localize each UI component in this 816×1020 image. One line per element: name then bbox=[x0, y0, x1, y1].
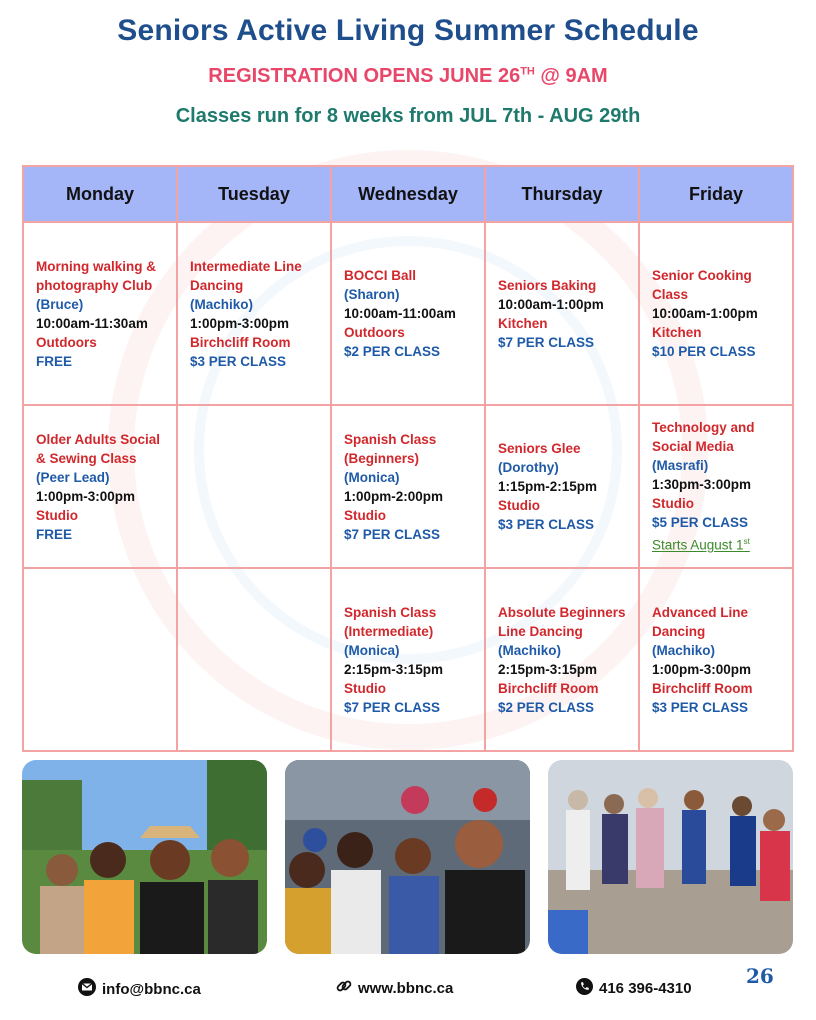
class-price: $7 PER CLASS bbox=[344, 699, 441, 715]
phone-text: 416 396-4310 bbox=[599, 980, 692, 997]
class-cell bbox=[639, 222, 793, 405]
email-icon bbox=[78, 978, 96, 1000]
photo-illustration bbox=[285, 760, 530, 954]
class-name: Absolute Beginners Line Dancing bbox=[498, 604, 626, 639]
class-instructor: (Machiko) bbox=[190, 296, 254, 312]
class-location: Studio bbox=[36, 507, 78, 523]
class-price: $3 PER CLASS bbox=[498, 517, 595, 532]
class-cell bbox=[639, 405, 793, 568]
class-location: Outdoors bbox=[344, 325, 405, 340]
class-name: BOCCI Ball bbox=[344, 268, 417, 283]
line-dancing-photo bbox=[548, 760, 793, 954]
class-price: $3 PER CLASS bbox=[190, 353, 287, 369]
group-selfie-outdoors-photo bbox=[22, 760, 267, 954]
table-row bbox=[23, 405, 793, 568]
photo-illustration bbox=[22, 760, 267, 954]
class-instructor: (Machiko) bbox=[498, 642, 562, 658]
table-row bbox=[23, 568, 793, 751]
class-name: Spanish Class (Intermediate) bbox=[344, 604, 437, 639]
class-name: Intermediate Line Dancing bbox=[190, 258, 302, 293]
class-name: Advanced Line Dancing bbox=[652, 604, 749, 639]
class-price: FREE bbox=[36, 526, 73, 542]
registration-notice bbox=[0, 65, 816, 88]
class-time: 1:00pm-3:00pm bbox=[652, 661, 752, 677]
class-location: Studio bbox=[344, 507, 386, 523]
class-time: 1:00pm-3:00pm bbox=[190, 315, 290, 331]
class-name: Morning walking & photography Club bbox=[36, 258, 156, 293]
class-price: $5 PER CLASS bbox=[652, 515, 749, 531]
registration-text: REGISTRATION OPENS JUNE 26 bbox=[208, 65, 521, 87]
class-location: Birchcliff Room bbox=[652, 680, 753, 696]
start-date-link[interactable] bbox=[652, 532, 782, 555]
class-price: $2 PER CLASS bbox=[344, 344, 441, 359]
class-name: Seniors Glee bbox=[498, 441, 581, 456]
class-time: 1:00pm-3:00pm bbox=[36, 488, 136, 504]
photo-illustration bbox=[548, 760, 793, 954]
footer-email[interactable] bbox=[78, 978, 201, 1000]
link-icon bbox=[336, 978, 352, 998]
class-location: Studio bbox=[652, 496, 694, 512]
table-row bbox=[23, 222, 793, 405]
page-title: Seniors Active Living Summer Schedule bbox=[117, 14, 699, 47]
group-with-hats-photo bbox=[285, 760, 530, 954]
day-header-monday: Monday bbox=[23, 166, 177, 222]
class-price: $7 PER CLASS bbox=[344, 526, 441, 542]
website-text: www.bbnc.ca bbox=[358, 979, 454, 997]
class-time: 10:00am-11:30am bbox=[36, 315, 148, 331]
class-cell bbox=[177, 222, 331, 405]
class-instructor: (Monica) bbox=[344, 469, 400, 485]
class-time: 10:00am-1:00pm bbox=[652, 306, 758, 321]
class-cell bbox=[331, 222, 485, 405]
class-name: Older Adults Social & Sewing Class bbox=[36, 431, 161, 466]
start-date-text: Starts August 1 bbox=[652, 537, 744, 553]
class-cell bbox=[23, 222, 177, 405]
page-number: 26 bbox=[746, 964, 774, 988]
class-location: Studio bbox=[344, 680, 386, 696]
class-name: Seniors Baking bbox=[498, 277, 597, 293]
class-location: Kitchen bbox=[498, 315, 548, 331]
class-cell bbox=[331, 405, 485, 568]
class-cell bbox=[485, 222, 639, 405]
class-cell bbox=[639, 568, 793, 751]
class-location: Studio bbox=[498, 498, 540, 513]
class-price: $2 PER CLASS bbox=[498, 699, 595, 715]
class-time: 10:00am-11:00am bbox=[344, 306, 456, 321]
footer-website[interactable] bbox=[336, 978, 453, 998]
class-location: Outdoors bbox=[36, 334, 97, 350]
class-location: Birchcliff Room bbox=[498, 680, 599, 696]
class-time: 1:00pm-2:00pm bbox=[344, 488, 444, 504]
class-instructor: (Bruce) bbox=[36, 296, 84, 312]
class-name: Spanish Class (Beginners) bbox=[344, 431, 437, 466]
email-text: info@bbnc.ca bbox=[102, 980, 201, 998]
class-location: Birchcliff Room bbox=[190, 334, 291, 350]
registration-time: @ 9AM bbox=[534, 65, 608, 87]
class-time: 1:15pm-2:15pm bbox=[498, 479, 598, 494]
class-cell bbox=[23, 405, 177, 568]
class-instructor: (Sharon) bbox=[344, 287, 400, 302]
class-name: Technology and Social Media bbox=[652, 420, 755, 455]
phone-icon bbox=[576, 978, 593, 999]
class-instructor: (Monica) bbox=[344, 642, 400, 658]
registration-sup: TH bbox=[520, 65, 535, 78]
class-instructor: (Machiko) bbox=[652, 642, 716, 658]
class-instructor: (Masrafi) bbox=[652, 458, 709, 474]
class-time: 2:15pm-3:15pm bbox=[344, 661, 444, 677]
day-header-wednesday: Wednesday bbox=[331, 166, 485, 222]
day-header-thursday: Thursday bbox=[485, 166, 639, 222]
class-cell bbox=[485, 568, 639, 751]
class-price: $7 PER CLASS bbox=[498, 334, 595, 350]
start-date-sup: st bbox=[743, 537, 750, 547]
class-price: $10 PER CLASS bbox=[652, 344, 756, 359]
empty-cell bbox=[23, 568, 177, 751]
day-header-tuesday: Tuesday bbox=[177, 166, 331, 222]
day-header-friday: Friday bbox=[639, 166, 793, 222]
class-price: $3 PER CLASS bbox=[652, 699, 749, 715]
empty-cell bbox=[177, 405, 331, 568]
class-instructor: (Peer Lead) bbox=[36, 469, 110, 485]
class-dates: Classes run for 8 weeks from JUL 7th - AUG 29th bbox=[175, 105, 641, 127]
schedule-table bbox=[22, 165, 794, 752]
class-time: 10:00am-1:00pm bbox=[498, 296, 604, 312]
class-name: Senior Cooking Class bbox=[652, 268, 752, 302]
class-price: FREE bbox=[36, 353, 73, 369]
class-time: 1:30pm-3:00pm bbox=[652, 477, 752, 493]
class-location: Kitchen bbox=[652, 325, 702, 340]
class-cell bbox=[331, 568, 485, 751]
empty-cell bbox=[177, 568, 331, 751]
class-cell bbox=[485, 405, 639, 568]
footer-phone[interactable] bbox=[576, 978, 692, 999]
class-time: 2:15pm-3:15pm bbox=[498, 661, 598, 677]
day-header-row bbox=[23, 166, 793, 222]
class-instructor: (Dorothy) bbox=[498, 460, 559, 475]
